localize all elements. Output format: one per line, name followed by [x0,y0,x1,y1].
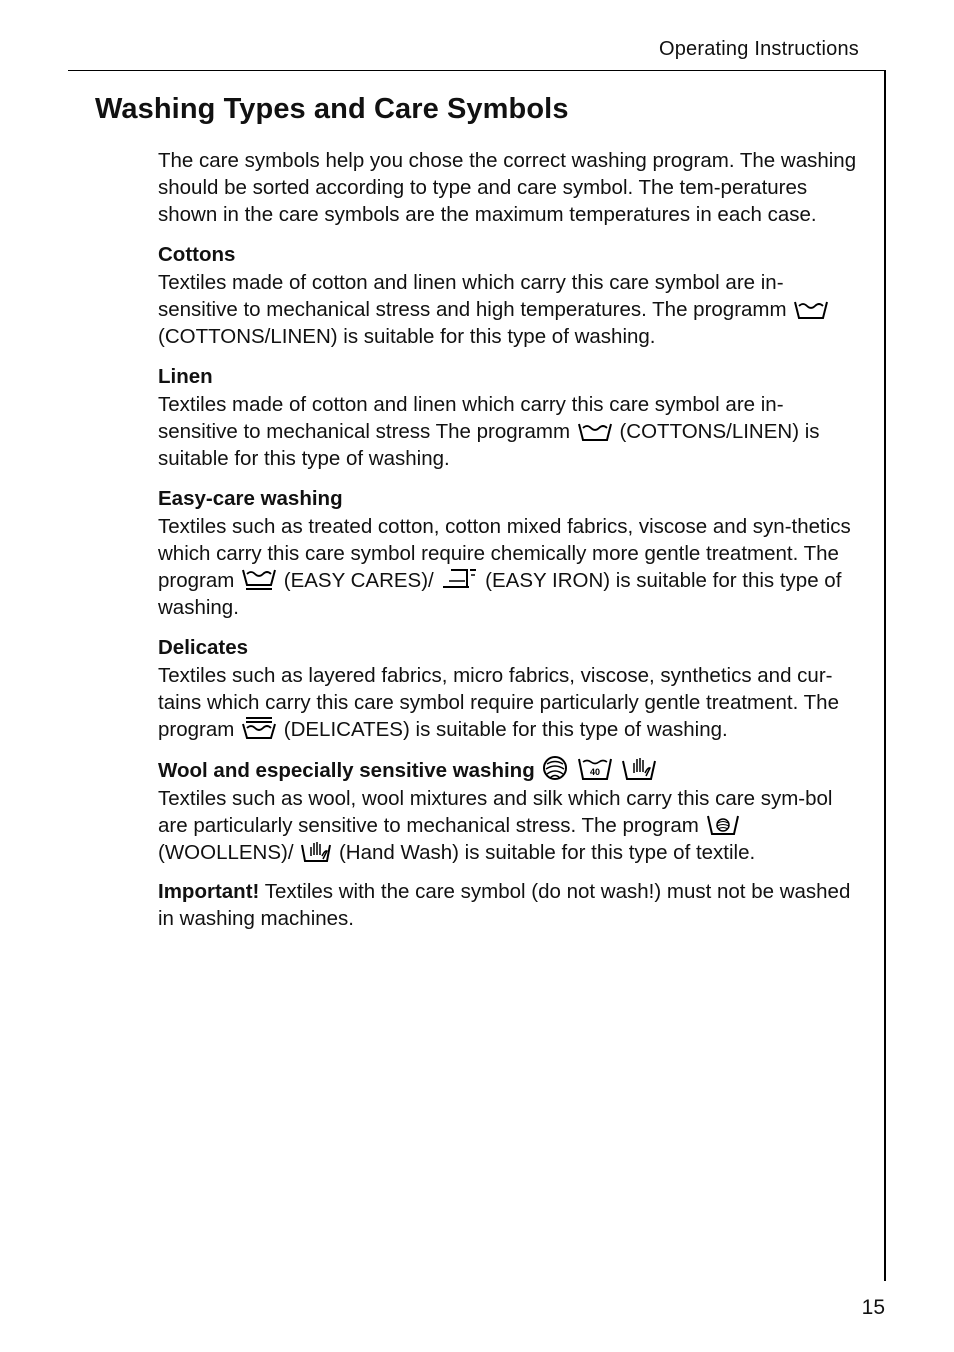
easy-care-program-2: (EASY IRON) [485,569,611,592]
header-label: Operating Instructions [658,38,859,60]
section-cottons [158,240,858,350]
cottons-text-after: is suitable for this type of washing. [343,325,656,348]
section-wool [158,755,858,866]
wash-tub-40-label: 40 [590,767,601,777]
important-text: Textiles with the care symbol (do not wash!) must not be washed in washing machines. [158,880,851,930]
intro-paragraph: The care symbols help you chose the correct washing program. The washing should be sorted according to type and care symbol. The tem-peratures shown in the care symbols are the maximum temperatures in each case. [158,149,857,226]
section-heading-linen: Linen [158,365,213,388]
hand-wash-icon [622,755,656,781]
easy-care-text-before: Textiles such as treated cotton, cotton mixed fabrics, viscose and syn-thetics which carry this care symbol require chemically more gentle treatment. The program [158,515,851,592]
section-text-cottons [158,269,858,350]
linen-text-before: Textiles made of cotton and linen which carry this care symbol are in-sensitive to mechanical stress The programm [158,393,784,443]
side-rule [884,70,886,1281]
easy-care-program-1: (EASY CARES)/ [283,569,434,592]
header-rule [68,70,886,71]
iron-easy-icon [441,567,477,591]
page-title: Washing Types and Care Symbols [95,93,569,125]
wash-tub-one-bar-icon [242,569,276,591]
section-heading-cottons: Cottons [158,243,236,266]
wool-program-2: (Hand Wash) [338,841,459,864]
section-text-linen [158,391,858,472]
wool-tub-icon [707,814,739,836]
easy-care-text-after: is suitable for this type of washing. [158,569,842,619]
cottons-program: (COTTONS/LINEN) [158,325,338,348]
wash-tub-icon [794,300,828,320]
important-label: Important! [158,880,260,903]
linen-text-after: is suitable for this type of washing. [158,420,820,470]
wash-tub-two-bars-icon [242,716,276,740]
section-heading-delicates: Delicates [158,636,249,659]
section-text-easy-care [158,513,858,621]
section-text-delicates [158,662,858,743]
wash-tub-40-icon [578,757,612,781]
content-body [158,147,858,932]
section-text-wool [158,785,858,866]
wash-tub-icon [578,422,612,442]
hand-wash-icon [301,839,331,863]
wool-text-before: Textiles such as wool, wool mixtures and silk which carry this care sym-bol are particularly sensitive to mechanical stress. The program [158,787,833,837]
page-number: 15 [861,1296,885,1319]
wool-heading-text: Wool and especially sensitive washing [158,759,535,782]
section-delicates [158,633,858,743]
delicates-program: (DELICATES) [283,718,410,741]
section-heading-easy-care: Easy-care washing [158,487,343,510]
wool-program-1: (WOOLLENS)/ [158,841,294,864]
delicates-text-before: Textiles such as layered fabrics, micro fabrics, viscose, synthetics and cur-tains which carry this care symbol require particularly gentle treatment. The program [158,664,839,741]
delicates-text-after: is suitable for this type of washing. [415,718,728,741]
section-linen [158,362,858,472]
linen-program: (COTTONS/LINEN) [619,420,800,443]
wool-text-after: is suitable for this type of textile. [464,841,756,864]
section-easy-care [158,484,858,621]
important-note [158,878,858,932]
cottons-text-before: Textiles made of cotton and linen which carry this care symbol are in-sensitive to mechanical stress and high temperatures. The programm [158,271,787,321]
section-heading-wool [158,755,858,785]
wool-ball-icon [542,755,568,781]
